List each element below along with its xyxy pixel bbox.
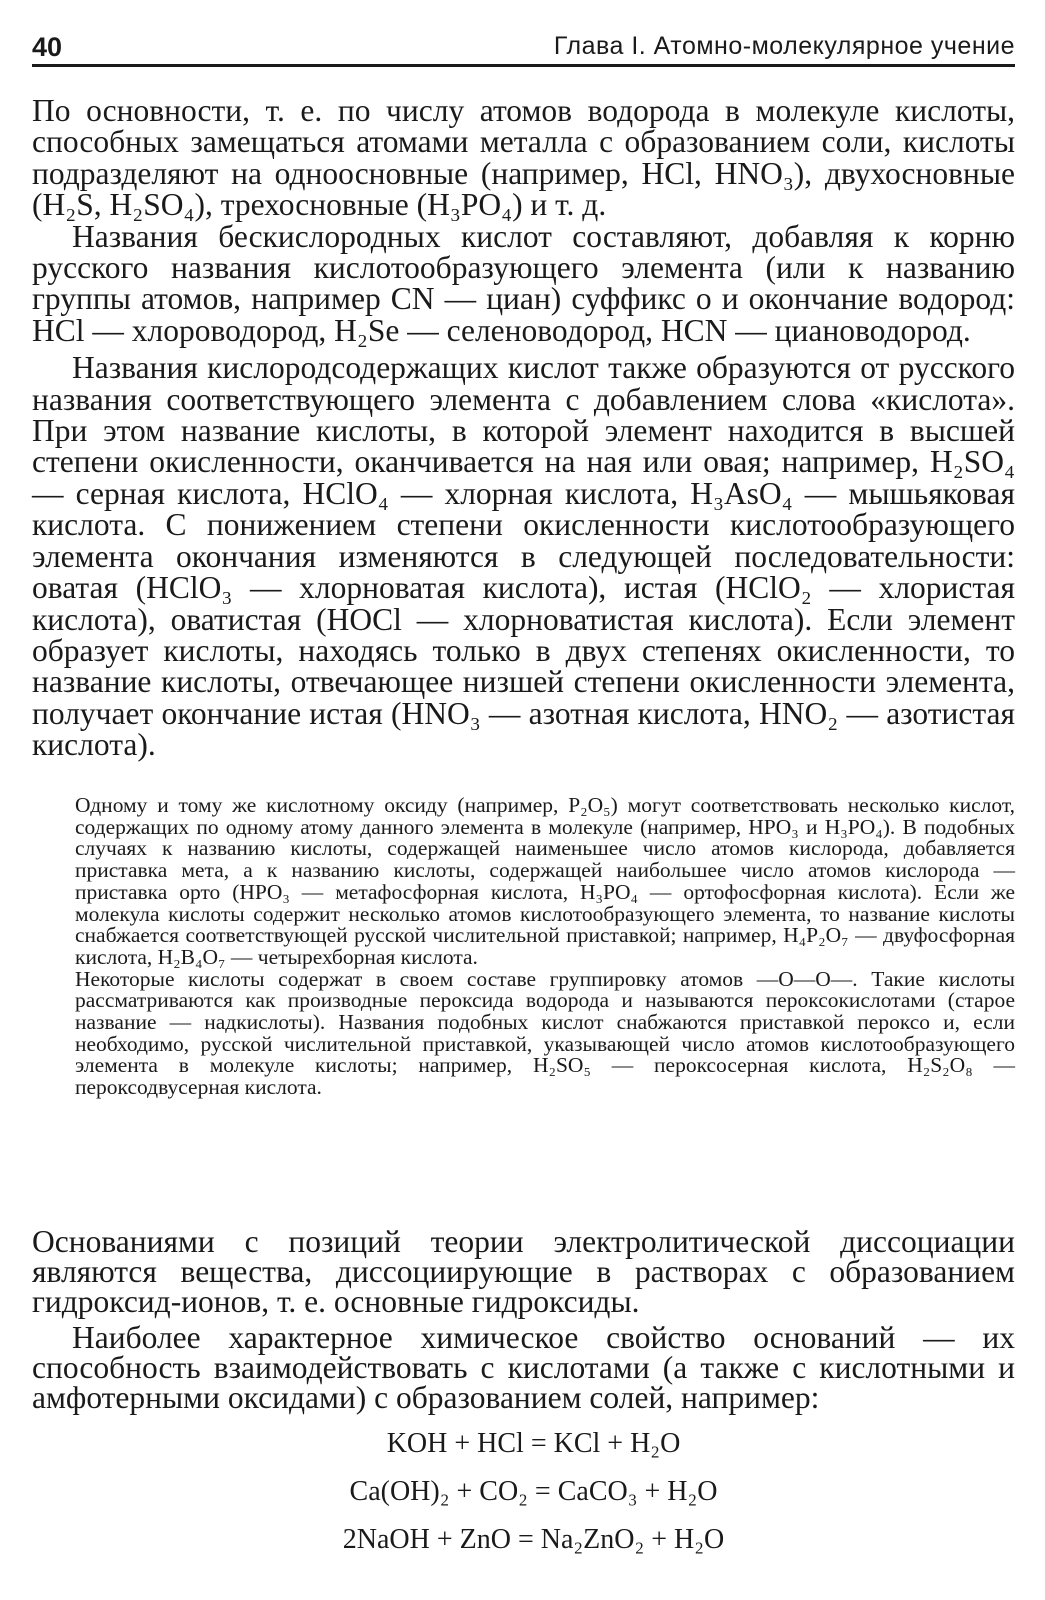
main-text xyxy=(32,95,1015,761)
note-peroxoacids: Некоторые кислоты содержат в своем составе группировку атомов —O—O—. Такие кислоты рассматриваются как производные пероксида водорода и называются пероксокислотами (старое название — надкислоты). Названия подобных кислот снабжаются приставкой пероксо и, если необходимо, русской числительной приставкой, указывающей число атомов кислотообразующего элемента в молекуле кислоты; например, H₂SO₅ — пероксосерная кислота, H₂S₂O₈ — пероксодвусерная кислота. xyxy=(75,966,1015,1100)
paragraph-acid-basicity: По основности, т. е. по числу атомов водорода в молекуле кислоты, способных замещаться атомами металла с образованием соли, кислоты подразделяют на одноосновные (например, HCl, HNO₃), двухосновные (H₂S, H₂SO₄), трехосновные (H₃PO₄) и т. д. xyxy=(32,93,1015,223)
chapter-title: Глава I. Атомно-молекулярное учение xyxy=(553,32,1015,60)
equation: KOH + HCl = KCl + H₂O xyxy=(386,1428,681,1459)
equation: Ca(OH)₂ + CO₂ = CaCO₃ + H₂O xyxy=(349,1476,718,1507)
paragraph-oxyacids: Названия кислородсодержащих кислот также образуются от русского названия соответствующего элемента с добавлением слова «кислота». При этом название кислоты, в которой элемент находится в высшей степени окисленности, оканчивается на ная или овая; например, H₂SO₄ — серная кислота, HClO₄ — хлорная кислота, H₃AsO₄ — мышьяковая кислота. С понижением степени окисленности кислотообразующего элемента окончания изменяются в следующей последовательности: оватая (HClO₃ — хлорноватая кислота), истая (HClO₂ — хлористая кислота), оватистая (HOCl — хлорноватистая кислота). Если элемент образует кислоты, находясь только в двух степенях окисленности, то название кислоты, отвечающее низшей степени окисленности элемента, получает окончание истая (HNO₃ — азотная кислота, HNO₂ — азотистая кислота). xyxy=(32,350,1015,763)
page-number: 40 xyxy=(32,32,63,62)
paragraph-bases-properties: Наиболее характерное химическое свойство оснований — их способность взаимодействовать с кислотами (а также с кислотными и амфотерными оксидами) с образованием солей, например: xyxy=(32,1320,1015,1415)
small-print-notes xyxy=(75,795,1015,1099)
bases-section xyxy=(32,1224,1015,1415)
page-header xyxy=(32,26,1015,66)
equation: 2NaOH + ZnO = Na₂ZnO₂ + H₂O xyxy=(342,1524,725,1555)
header-rule xyxy=(32,64,1015,67)
equations-block xyxy=(32,1420,1015,1564)
paragraph-oxygen-free-acids: Названия бескислородных кислот составляют, добавляя к корню русского названия кислотообразующего элемента (или к названию группы атомов, например CN — циан) суффикс о и окончание водород: HCl — хлороводород, H₂Se — селеноводород, HCN — циановодород. xyxy=(32,218,1015,348)
note-meta-ortho: Одному и тому же кислотному оксиду (например, P₂O₅) могут соответствовать несколько кислот, содержащих по одному атому данного элемента в молекуле (например, HPO₃ и H₃PO₄). В подобных случаях к названию кислоты, содержащей наименьшее число атомов кислорода, добавляется приставка мета, а к названию кислоты, содержащей наибольшее число атомов кислорода — приставка орто (HPO₃ — метафосфорная кислота, H₃PO₄ — ортофосфорная кислота). Если же молекула кислоты содержит несколько атомов кислотообразующего элемента, то название кислоты снабжается соответствующей русской числительной приставкой; например, H₄P₂O₇ — двуфосфорная кислота, H₂B₄O₇ — четырехборная кислота. xyxy=(75,793,1015,969)
paragraph-bases-definition: Основаниями с позиций теории электролитической диссоциации являются вещества, диссоциирующие в растворах с образованием гидроксид-ионов, т. е. основные гидроксиды. xyxy=(32,1224,1015,1319)
